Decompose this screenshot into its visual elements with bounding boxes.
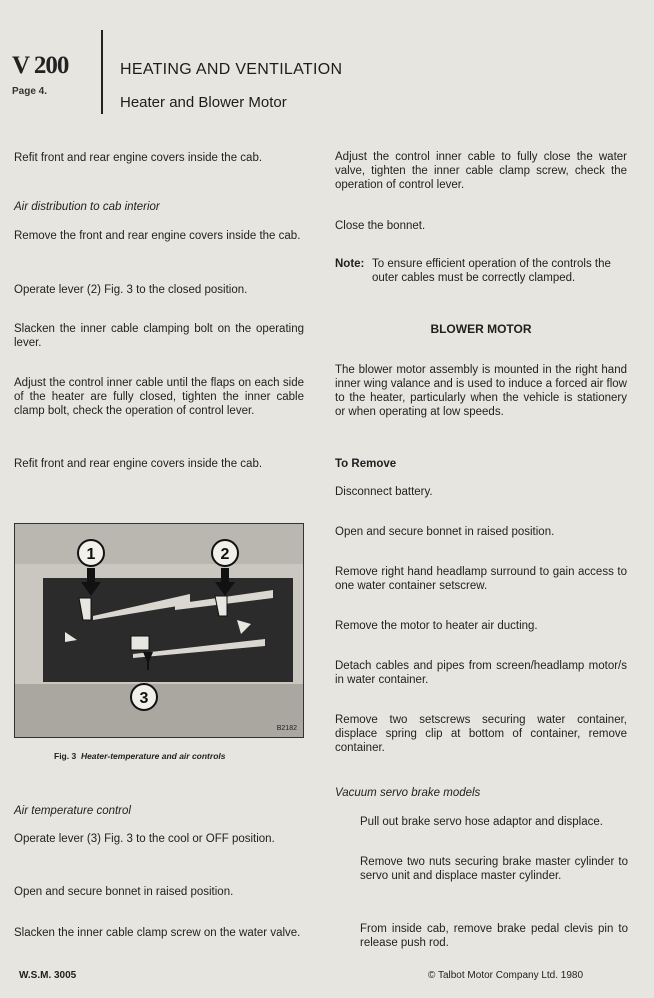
heading-vacuum-servo: Vacuum servo brake models [335,787,481,799]
manual-logo: V 200 [12,52,69,79]
subsection-title: Heater and Blower Motor [120,94,287,111]
callout-2 [212,540,238,566]
svg-text:2: 2 [220,546,230,563]
right-paragraph-7: Remove the motor to heater air ducting. [335,620,538,632]
heading-blower-motor: BLOWER MOTOR [430,322,532,336]
svg-text:3: 3 [139,690,149,707]
right-paragraph-9: Remove two setscrews securing water container, displace spring clip at bottom of container, remove container. [335,714,627,754]
right-paragraph-12: From inside cab, remove brake pedal clevis pin to release push rod. [360,923,628,949]
footer-copyright: © Talbot Motor Company Ltd. 1980 [428,970,584,981]
footer-manual-code: W.S.M. 3005 [19,970,77,981]
left-paragraph-8: Open and secure bonnet in raised position. [14,886,234,898]
left-paragraph-3: Operate lever (2) Fig. 3 to the closed position. [14,284,248,296]
figure-code: B2182 [276,725,297,732]
right-paragraph-4: Disconnect battery. [335,486,433,498]
heading-to-remove: To Remove [335,458,397,470]
right-paragraph-3: The blower motor assembly is mounted in the right hand inner wing valance and is used to induce a forced air flow to the heater, particularly when the vehicle is stationery or when operating at low speeds. [335,364,627,418]
left-paragraph-2: Remove the front and rear engine covers inside the cab. [14,230,301,242]
note-label: Note: [335,258,365,270]
right-paragraph-2: Close the bonnet. [335,220,426,232]
heading-air-distribution: Air distribution to cab interior [14,201,160,213]
section-title: HEATING AND VENTILATION [120,61,343,78]
left-paragraph-5: Adjust the control inner cable until the flaps on each side of the heater are fully closed, tighten the inner cable clamp bolt, check the operation of control lever. [14,377,304,417]
left-paragraph-9: Slacken the inner cable clamp screw on the water valve. [14,927,301,939]
callout-1 [78,540,104,566]
left-paragraph-4: Slacken the inner cable clamping bolt on the operating lever. [14,323,304,349]
callout-3 [131,684,157,710]
heater-control-panel-photo [15,524,303,737]
right-paragraph-6: Remove right hand headlamp surround to gain access to one water container setscrew. [335,566,627,592]
right-paragraph-11: Remove two nuts securing brake master cylinder to servo unit and displace master cylinder. [360,856,628,882]
note-text: To ensure efficient operation of the controls the outer cables must be correctly clamped. [372,258,611,284]
right-paragraph-10: Pull out brake servo hose adaptor and displace. [360,816,603,828]
svg-text:1: 1 [86,546,96,563]
right-paragraph-1: Adjust the control inner cable to fully close the water valve, tighten the inner cable clamp screw, check the operation of control lever. [335,151,627,191]
header-divider [101,30,103,114]
right-paragraph-5: Open and secure bonnet in raised position. [335,526,555,538]
left-paragraph-1: Refit front and rear engine covers inside the cab. [14,152,263,164]
right-paragraph-8: Detach cables and pipes from screen/headlamp motor/s in water container. [335,660,627,686]
figure-heater-controls [14,523,304,738]
heading-air-temperature: Air temperature control [14,805,131,817]
left-paragraph-7: Operate lever (3) Fig. 3 to the cool or OFF position. [14,833,275,845]
note-block [335,257,627,285]
figure-caption: Fig. 3 Heater-temperature and air controls [54,751,226,761]
left-paragraph-6: Refit front and rear engine covers inside the cab. [14,458,263,470]
page-number: Page 4. [12,86,48,97]
